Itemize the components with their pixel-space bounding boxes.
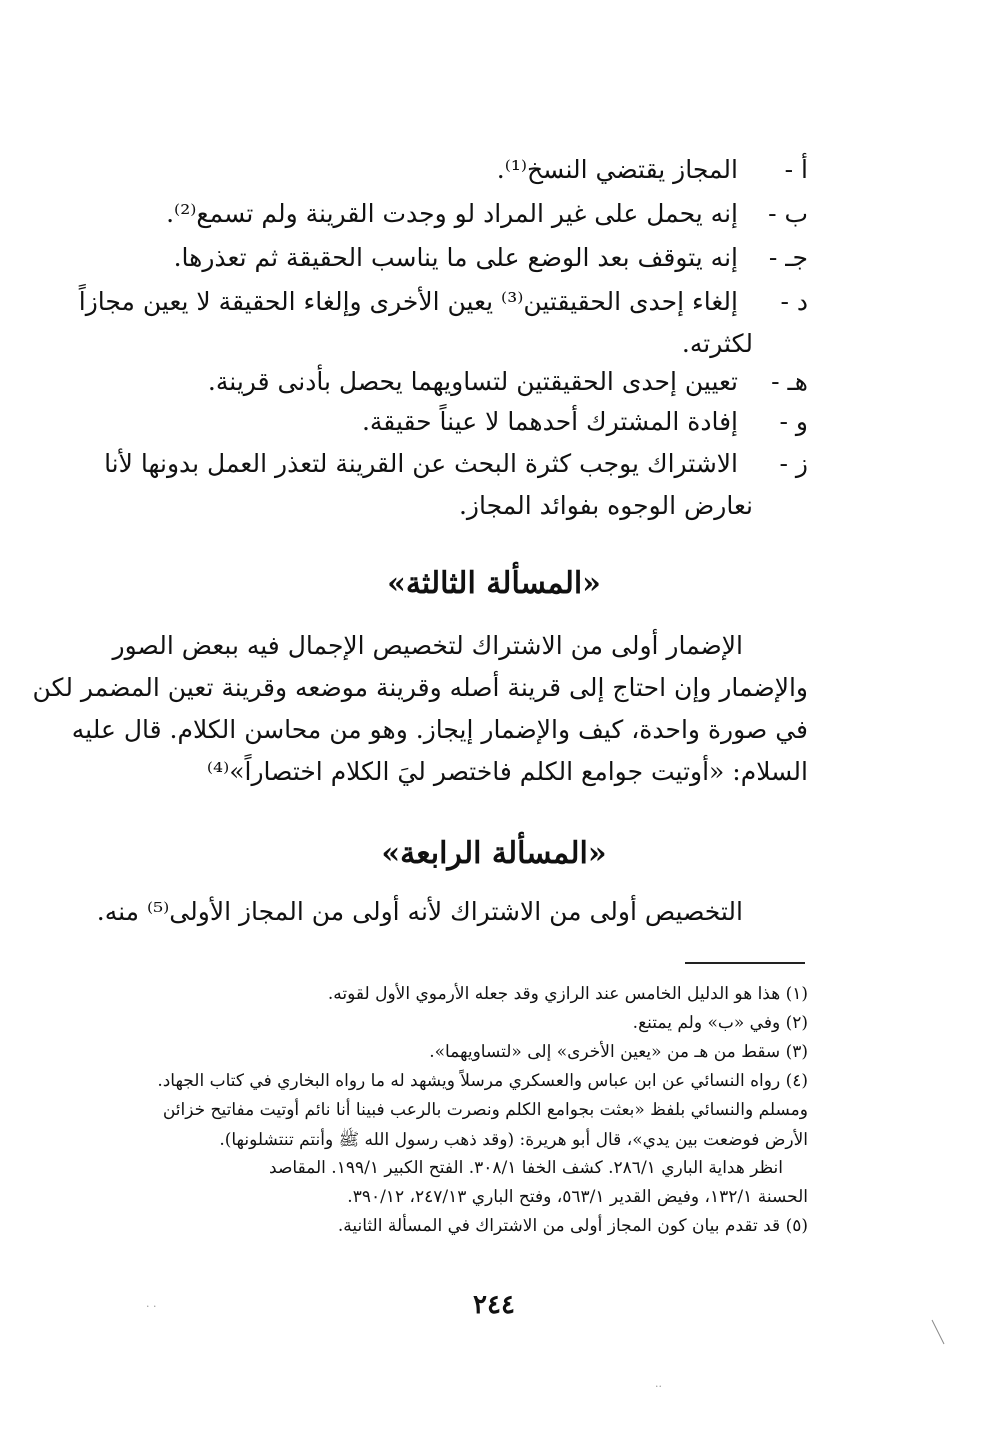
list-text: إفادة المشترك أحدهما لا عيناً حقيقة. (361, 407, 738, 436)
list-marker: د - (780, 287, 808, 316)
list-marker: أ - (784, 155, 808, 184)
footnote-4-line-2: ومسلم والنسائي بلفظ «بعثت بجوامع الكلم ونصرت بالرعب فبينا أنا نائم أوتيت مفاتيح خزائن (162, 1100, 808, 1120)
list-item-a (118, 148, 808, 192)
paragraph-line: الإضمار أولى من الاشتراك لتخصيص الإجمال فيه ببعض الصور (112, 631, 743, 660)
footnote-4-line-3: الأرض فوضعت بين يدي»، قال أبو هريرة: (وقد ذهب رسول الله ﷺ وأنتم تنتشلونها). (219, 1130, 808, 1150)
footnote-4: (٤) رواه النسائي عن ابن عباس والعسكري مرسلاً ويشهد له ما رواه البخاري في كتاب الجهاد. (157, 1071, 808, 1091)
list-item-z-continuation: نعارض الوجوه بفوائد المجاز. (458, 491, 753, 520)
list-marker: جـ - (768, 243, 808, 272)
footnote-5: (٥) قد تقدم بيان كون المجاز أولى من الاشتراك في المسألة الثانية. (337, 1216, 808, 1236)
paragraph-line: في صورة واحدة، كيف والإضمار إيجاز. وهو من محاسن الكلام. قال عليه (71, 715, 808, 744)
section-heading-3: «المسألة الثالثة» (387, 566, 601, 601)
list-text: إلغاء إحدى الحقيقتين⁽³⁾ يعين الأخرى وإلغاء الحقيقة لا يعين مجازاً (78, 287, 738, 316)
list-item-z (104, 442, 808, 486)
scan-speck: ·· (655, 1380, 662, 1393)
page-number: ٢٤٤ (473, 1290, 515, 1320)
list-item-b (118, 192, 808, 236)
scan-speck: · · (146, 1300, 157, 1313)
footnote-1: (١) هذا هو الدليل الخامس عند الرازي وقد جعله الأرموي الأول لقوته. (327, 984, 808, 1004)
paragraph-line: التخصيص أولى من الاشتراك لأنه أولى من المجاز الأولى⁽⁵⁾ منه. (96, 897, 743, 926)
paragraph-line: السلام: «أوتيت جوامع الكلم فاختصر ليَ الكلام اختصاراً»⁽⁴⁾ (206, 757, 808, 786)
list-text: تعيين إحدى الحقيقتين لتساويهما يحصل بأدنى قرينة. (207, 367, 738, 396)
list-item-h (118, 360, 808, 404)
list-marker: هـ - (771, 367, 808, 396)
list-text: المجاز يقتضي النسخ⁽¹⁾. (496, 155, 738, 184)
footnote-3: (٣) سقط من هـ من «يعين الأخرى» إلى «لتساويهما». (429, 1042, 808, 1062)
scan-mark (930, 1318, 950, 1348)
list-text: الاشتراك يوجب كثرة البحث عن القرينة لتعذر العمل بدونها لأنا (104, 449, 738, 478)
footnote-4-line-5: الحسنة ١٣٢/١، وفيض القدير ٥٦٣/١، وفتح الباري ٢٤٧/١٣، ٣٩٠/١٢. (347, 1187, 808, 1207)
list-text: إنه يحمل على غير المراد لو وجدت القرينة ولم تسمع⁽²⁾. (166, 199, 738, 228)
section-heading-4: «المسألة الرابعة» (381, 836, 607, 871)
footnote-4-line-4: انظر هداية الباري ٢٨٦/١. كشف الخفا ٣٠٨/١. الفتح الكبير ١٩٩/١. المقاصد (269, 1158, 783, 1178)
list-marker: و - (779, 407, 808, 436)
list-item-d (78, 280, 808, 324)
footnote-separator (685, 962, 805, 964)
list-marker: ز - (779, 449, 808, 478)
list-item-d-continuation: لكثرته. (681, 329, 753, 358)
paragraph-line: والإضمار وإن احتاج إلى قرينة أصله وقرينة موضعه وقرينة تعين المضمر لكن (32, 673, 808, 702)
list-marker: ب - (768, 199, 808, 228)
list-text: إنه يتوقف بعد الوضع على ما يناسب الحقيقة ثم تعذرها. (173, 243, 738, 272)
list-item-j (118, 236, 808, 280)
footnote-2: (٢) وفي «ب» ولم يمتنع. (632, 1013, 808, 1033)
list-item-w (118, 400, 808, 444)
